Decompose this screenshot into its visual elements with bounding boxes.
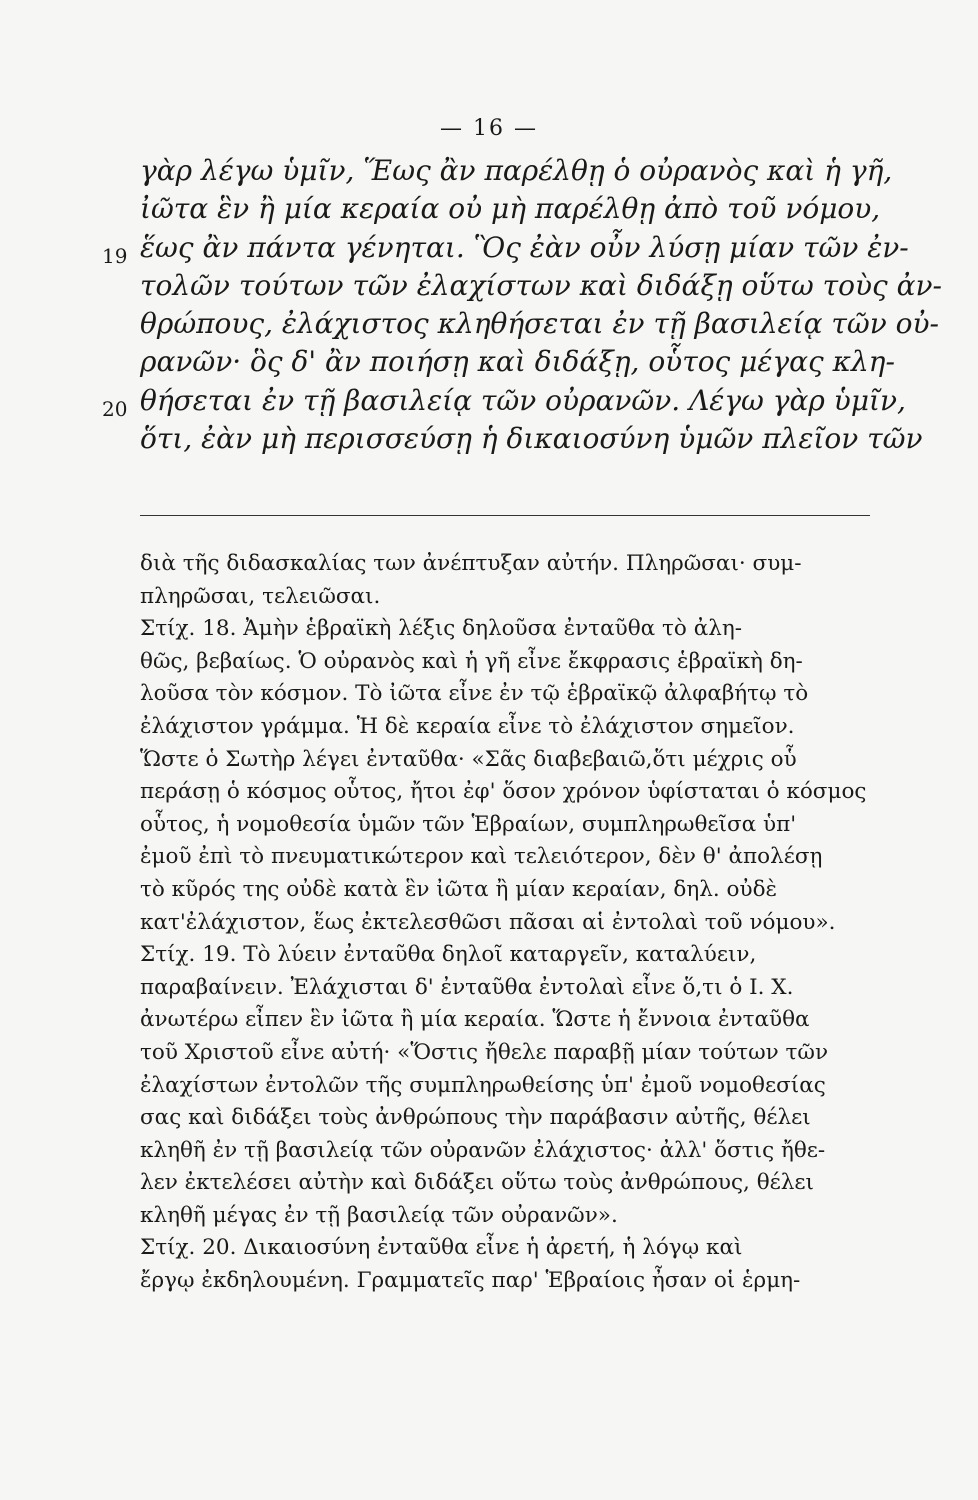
commentary-line: θῶς, βεβαίως. Ὁ οὐρανὸς καὶ ἡ γῆ εἶνε ἔκφρασις ἑβραϊκὴ δη- xyxy=(140,648,803,674)
text-line: ὅτι, ἐὰν μὴ περισσεύσῃ ἡ δικαιοσύνη ὑμῶν πλεῖον τῶν xyxy=(140,422,923,456)
footnote-separator xyxy=(140,515,870,516)
text-line: γὰρ λέγω ὑμῖν, Ἕως ἂν παρέλθῃ ὁ οὐρανὸς καὶ ἡ γῆ, xyxy=(140,154,893,187)
text-line: 20 θήσεται ἐν τῇ βασιλείᾳ τῶν οὐρανῶν. Λέγω γὰρ ὑμῖν, xyxy=(140,382,875,420)
commentary-line: οὗτος, ἡ νομοθεσία ὑμῶν τῶν Ἑβραίων, συμπληρωθεῖσα ὑπ' xyxy=(140,811,797,837)
commentary-line: Στίχ. 18. Ἀμὴν ἑβραϊκὴ λέξις δηλοῦσα ἐνταῦθα τὸ ἀλη- xyxy=(140,616,742,642)
commentary-line: ἐλάχιστον γράμμα. Ἡ δὲ κεραία εἶνε τὸ ἐλάχιστον σημεῖον. xyxy=(140,713,795,739)
commentary-line: σας καὶ διδάξει τοὺς ἀνθρώπους τὴν παράβασιν αὐτῆς, θέλει xyxy=(140,1105,811,1131)
commentary-line: διὰ τῆς διδασκαλίας των ἀνέπτυξαν αὐτήν. Πληρῶσαι· συμ- xyxy=(140,551,802,576)
commentary-line: ἐμοῦ ἐπὶ τὸ πνευματικώτερον καὶ τελειότερον, δὲν θ' ἀπολέσῃ xyxy=(140,844,823,870)
commentary-line: πληρῶσαι, τελειῶσαι. xyxy=(140,583,381,609)
text-line: ἰῶτα ἓν ἢ μία κεραία οὐ μὴ παρέλθῃ ἀπὸ τοῦ νόμου, xyxy=(140,192,881,226)
commentary-line: κληθῆ μέγας ἐν τῇ βασιλείᾳ τῶν οὐρανῶν». xyxy=(140,1202,618,1228)
text-line: ρανῶν· ὃς δ' ἂν ποιήσῃ καὶ διδάξῃ, οὗτος μέγας κλη- xyxy=(140,345,895,379)
commentary-line: λοῦσα τὸν κόσμον. Τὸ ἰῶτα εἶνε ἐν τῷ ἑβραϊκῷ ἀλφαβήτῳ τὸ xyxy=(140,681,809,707)
commentary xyxy=(140,548,880,1298)
text-line: τολῶν τούτων τῶν ἐλαχίστων καὶ διδάξῃ οὕτω τοὺς ἀν- xyxy=(140,268,942,302)
text-line: 19 ἕως ἂν πάντα γένηται. Ὃς ἐὰν οὖν λύσῃ μίαν τῶν ἐν- xyxy=(140,229,875,267)
commentary-line: ἐλαχίστων ἐντολῶν τῆς συμπληρωθείσης ὑπ' ἐμοῦ νομοθεσίας xyxy=(140,1072,826,1098)
commentary-line: τὸ κῦρός της οὐδὲ κατὰ ἓν ἰῶτα ἢ μίαν κεραίαν, δηλ. οὐδὲ xyxy=(140,876,778,902)
verse-number: 19 xyxy=(102,243,128,268)
verse-number: 20 xyxy=(102,396,128,421)
commentary-line: κατ'ἐλάχιστον, ἕως ἐκτελεσθῶσι πᾶσαι αἱ ἐντολαὶ τοῦ νόμου». xyxy=(140,909,836,935)
commentary-line: Στίχ. 19. Τὸ λύειν ἐνταῦθα δηλοῖ καταργεῖν, καταλύειν, xyxy=(140,942,757,968)
commentary-line: λεν ἐκτελέσει αὐτὴν καὶ διδάξει οὕτω τοὺς ἀνθρώπους, θέλει xyxy=(140,1170,814,1196)
page-number: — 16 — xyxy=(440,116,538,141)
commentary-line: Στίχ. 20. Δικαιοσύνη ἐνταῦθα εἶνε ἡ ἀρετή, ἡ λόγῳ καὶ xyxy=(140,1235,743,1261)
commentary-line: περάσῃ ὁ κόσμος οὗτος, ἤτοι ἐφ' ὅσον χρόνον ὑφίσταται ὁ κόσμος xyxy=(140,779,867,805)
main-text xyxy=(102,152,942,458)
commentary-line: Ὥστε ὁ Σωτὴρ λέγει ἐνταῦθα· «Σᾶς διαβεβαιῶ,ὅτι μέχρις οὗ xyxy=(140,746,797,772)
commentary-line: τοῦ Χριστοῦ εἶνε αὐτή· «Ὅστις ἤθελε παραβῇ μίαν τούτων τῶν xyxy=(140,1039,829,1065)
commentary-line: παραβαίνειν. Ἐλάχισται δ' ἐνταῦθα ἐντολαὶ εἶνε ὅ,τι ὁ Ι. Χ. xyxy=(140,974,794,1000)
commentary-line: ἀνωτέρω εἶπεν ἓν ἰῶτα ἢ μία κεραία. Ὥστε ἡ ἔννοια ἐνταῦθα xyxy=(140,1007,810,1033)
commentary-line: κληθῆ ἐν τῇ βασιλείᾳ τῶν οὐρανῶν ἐλάχιστος· ἀλλ' ὅστις ἤθε- xyxy=(140,1137,826,1163)
commentary-line: ἔργῳ ἐκδηλουμένη. Γραμματεῖς παρ' Ἑβραίοις ἦσαν οἱ ἑρμη- xyxy=(140,1268,801,1294)
text-line: θρώπους, ἐλάχιστος κληθήσεται ἐν τῇ βασιλείᾳ τῶν οὐ- xyxy=(140,307,939,341)
